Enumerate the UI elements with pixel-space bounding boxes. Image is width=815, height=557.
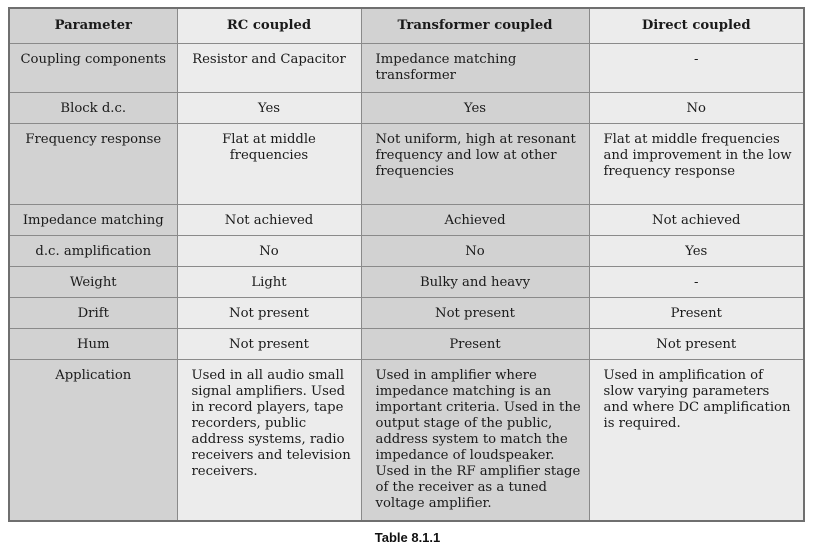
transformer-cell: Bulky and heavy — [361, 267, 589, 298]
table-row — [9, 298, 804, 329]
parameter-cell: Coupling components — [9, 44, 177, 93]
table-row — [9, 329, 804, 360]
header-row — [9, 8, 804, 44]
transformer-cell: Achieved — [361, 205, 589, 236]
transformer-cell: Impedance matching transformer — [361, 44, 589, 93]
direct-cell: Present — [589, 298, 804, 329]
table-row — [9, 360, 804, 521]
parameter-cell: d.c. amplification — [9, 236, 177, 267]
table-row — [9, 93, 804, 124]
table-row — [9, 236, 804, 267]
table-row — [9, 205, 804, 236]
transformer-cell: No — [361, 236, 589, 267]
rc-cell: Not achieved — [177, 205, 361, 236]
table-row — [9, 267, 804, 298]
transformer-cell: Used in amplifier where impedance matching is an important criteria. Used in the output stage of the public, address system to match the impedance of loudspeaker. Used in the RF amplifier stage of the receiver as a tuned voltage amplifier. — [361, 360, 589, 521]
rc-cell: Resistor and Capacitor — [177, 44, 361, 93]
direct-cell: Not achieved — [589, 205, 804, 236]
rc-cell: Yes — [177, 93, 361, 124]
comparison-table — [8, 7, 805, 522]
parameter-cell: Hum — [9, 329, 177, 360]
rc-cell: Used in all audio small signal amplifiers. Used in record players, tape recorders, public address systems, radio receivers and television receivers. — [177, 360, 361, 521]
table-caption: Table 8.1.1 — [374, 530, 441, 545]
rc-cell: Not present — [177, 298, 361, 329]
transformer-cell: Yes — [361, 93, 589, 124]
rc-cell: Flat at middle frequencies — [177, 124, 361, 205]
direct-cell: Yes — [589, 236, 804, 267]
parameter-cell: Block d.c. — [9, 93, 177, 124]
direct-cell: No — [589, 93, 804, 124]
transformer-cell: Not uniform, high at resonant frequency and low at other frequencies — [361, 124, 589, 205]
direct-cell: Flat at middle frequencies and improvement in the low frequency response — [589, 124, 804, 205]
header-direct-coupled: Direct coupled — [589, 8, 804, 44]
header-transformer-coupled: Transformer coupled — [361, 8, 589, 44]
parameter-cell: Application — [9, 360, 177, 521]
parameter-cell: Drift — [9, 298, 177, 329]
direct-cell: - — [589, 267, 804, 298]
transformer-cell: Not present — [361, 298, 589, 329]
header-rc-coupled: RC coupled — [177, 8, 361, 44]
header-parameter: Parameter — [9, 8, 177, 44]
direct-cell: - — [589, 44, 804, 93]
parameter-cell: Frequency response — [9, 124, 177, 205]
direct-cell: Not present — [589, 329, 804, 360]
rc-cell: Light — [177, 267, 361, 298]
parameter-cell: Weight — [9, 267, 177, 298]
table-row — [9, 124, 804, 205]
table-row — [9, 44, 804, 93]
parameter-cell: Impedance matching — [9, 205, 177, 236]
rc-cell: Not present — [177, 329, 361, 360]
direct-cell: Used in amplification of slow varying parameters and where DC amplification is required. — [589, 360, 804, 521]
rc-cell: No — [177, 236, 361, 267]
transformer-cell: Present — [361, 329, 589, 360]
